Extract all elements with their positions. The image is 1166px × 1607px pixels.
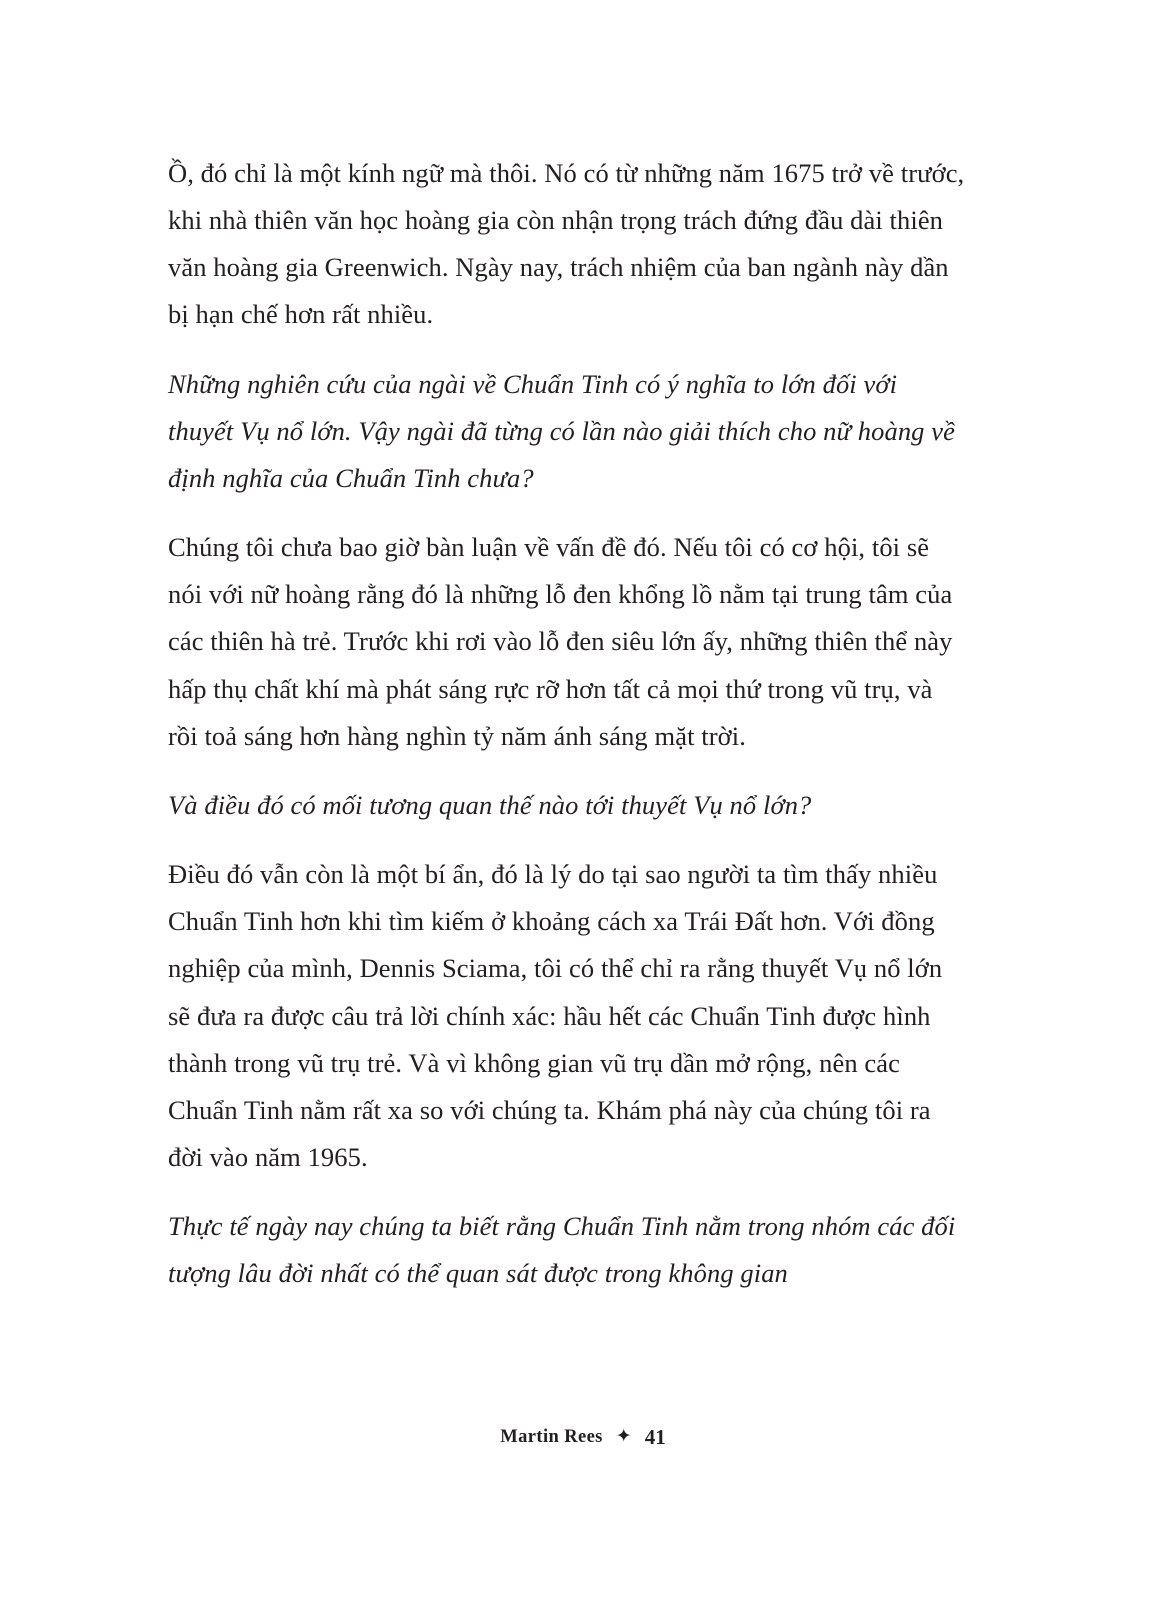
paragraph-question: Những nghiên cứu của ngài về Chuẩn Tinh có ý nghĩa to lớn đối với thuyết Vụ nổ lớn. Vậy ngài đã từng có lần nào giải thích cho nữ hoàng về định nghĩa của Chuẩn Tinh chưa? xyxy=(168,368,955,493)
paragraph: Điều đó vẫn còn là một bí ẩn, đó là lý do tại sao người ta tìm thấy nhiều Chuẩn Tinh hơn khi tìm kiếm ở khoảng cách xa Trái Đất hơn. Với đồng nghiệp của mình, Dennis Sciama, tôi có thể chỉ ra rằng thuyết Vụ nổ lớn sẽ đưa ra được câu trả lời chính xác: hầu hết các Chuẩn Tinh được hình thành trong vũ trụ trẻ. Và vì không gian vũ trụ dần mở rộng, nên các Chuẩn Tinh nằm rất xa so với chúng ta. Khám phá này của chúng tôi ra đời vào năm 1965. xyxy=(168,859,943,1172)
footer-inner xyxy=(500,1425,665,1450)
page-number: 41 xyxy=(644,1425,666,1449)
footer-author: Martin Rees xyxy=(500,1427,603,1447)
paragraph-question: Thực tế ngày nay chúng ta biết rằng Chuẩn Tinh nằm trong nhóm các đối tượng lâu đời nhất có thể quan sát được trong không gian xyxy=(168,1211,956,1289)
paragraph: Ồ, đó chỉ là một kính ngữ mà thôi. Nó có từ những năm 1675 trở về trước, khi nhà thiên văn học hoàng gia còn nhận trọng trách đứng đầu dài thiên văn hoàng gia Greenwich. Ngày nay, trách nhiệm của ban ngành này dần bị hạn chế hơn rất nhiều. xyxy=(168,158,965,330)
paragraph: Chúng tôi chưa bao giờ bàn luận về vấn đề đó. Nếu tôi có cơ hội, tôi sẽ nói với nữ hoàng rằng đó là những lỗ đen khổng lồ nằm tại trung tâm của các thiên hà trẻ. Trước khi rơi vào lỗ đen siêu lớn ấy, những thiên thể này hấp thụ chất khí mà phát sáng rực rỡ hơn tất cả mọi thứ trong vũ trụ, và rồi toả sáng hơn hàng nghìn tỷ năm ánh sáng mặt trời. xyxy=(168,532,953,751)
paragraph-question: Và điều đó có mối tương quan thế nào tới thuyết Vụ nổ lớn? xyxy=(168,789,812,820)
sparkle-icon: ✦ xyxy=(615,1426,632,1447)
page-footer xyxy=(0,1425,1166,1450)
page-body xyxy=(168,150,968,1297)
